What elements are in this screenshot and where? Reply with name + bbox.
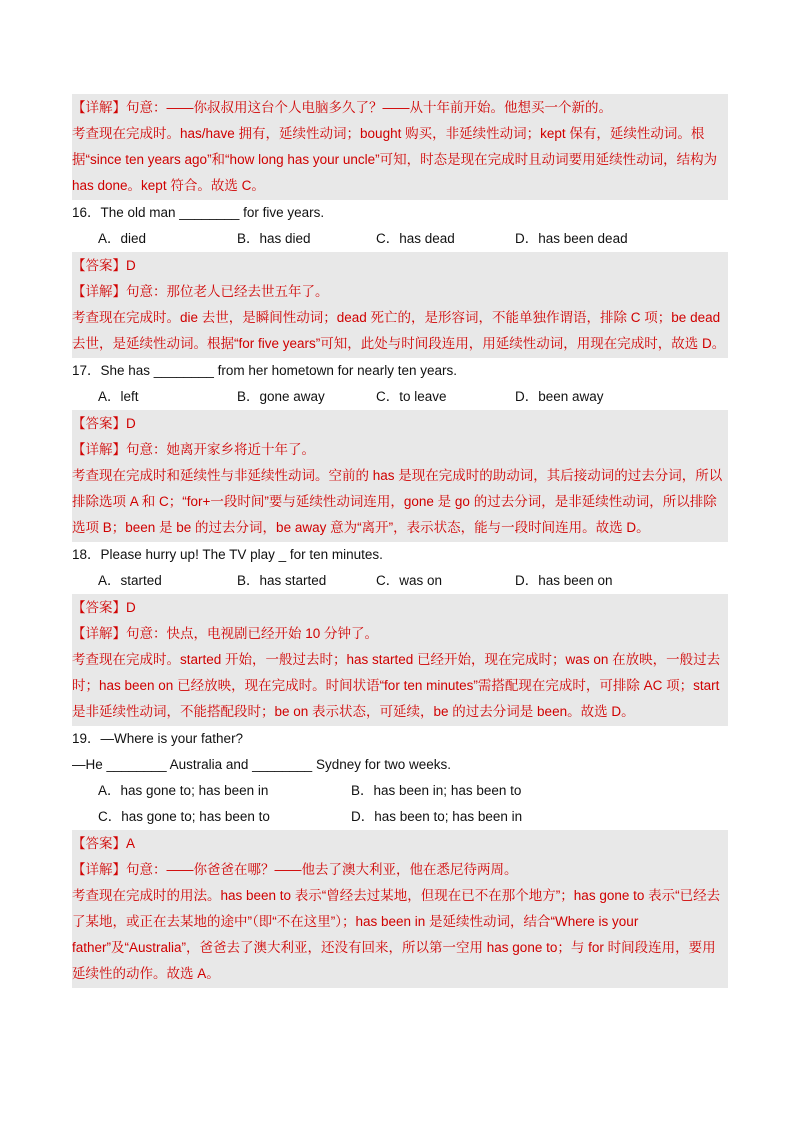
question-17-stem: 17．She has ________ from her hometown for nearly ten years. bbox=[72, 363, 457, 378]
answer-block-15 bbox=[72, 94, 728, 200]
answer-text: 【答案】D bbox=[72, 600, 136, 615]
option-b: B．has died bbox=[237, 231, 311, 246]
question-17-options bbox=[72, 384, 728, 410]
question-19-options-row2 bbox=[72, 804, 728, 830]
question-18-stem: 18．Please hurry up! The TV play _ for ten minutes. bbox=[72, 547, 383, 562]
analysis-text: 考查现在完成时。die 去世，是瞬间性动词；dead 死亡的，是形容词，不能单独作谓语，排除 C 项；be dead 去世，是延续性动词。根据“for five years”可知，此处与时间段连用，用延续性动词，用现在完成时，故选 D。 bbox=[72, 310, 726, 351]
answer-block-16 bbox=[72, 252, 728, 358]
question-16-stem: 16．The old man ________ for five years. bbox=[72, 205, 325, 220]
option-b: B．has started bbox=[237, 573, 327, 588]
detail-text: 【详解】句意：快点，电视剧已经开始 10 分钟了。 bbox=[72, 626, 379, 641]
analysis-text: 考查现在完成时的用法。has been to 表示“曾经去过某地，但现在已不在那个地方”；has gone to 表示“已经去了某地，或正在去某地的途中”（即“不在这里”）；has been in 是延续性动词，结合“Where is your father”及“Australia”，爸爸去了澳大利亚，还没有回来，所以第一空用 has gone to；与 for 时间段连用，要用延续性的动作。故选 A。 bbox=[72, 888, 721, 981]
answer-block-17 bbox=[72, 410, 728, 542]
option-c: C．has dead bbox=[376, 231, 455, 246]
option-a: A．has gone to; has been in bbox=[98, 783, 269, 798]
answer-text: 【答案】D bbox=[72, 416, 136, 431]
option-b: B．has been in; has been to bbox=[351, 783, 522, 798]
question-19-stem-line2: —He ________ Australia and ________ Sydney for two weeks. bbox=[72, 757, 452, 772]
answer-block-18 bbox=[72, 594, 728, 726]
question-18-options bbox=[72, 568, 728, 594]
document-content bbox=[72, 94, 728, 988]
option-c: C．was on bbox=[376, 573, 443, 588]
option-c: C．has gone to; has been to bbox=[98, 809, 270, 824]
question-19-options-row1 bbox=[72, 778, 728, 804]
question-19-stem: 19．—Where is your father? bbox=[72, 731, 244, 746]
detail-text: 【详解】句意：——你爸爸在哪？——他去了澳大利亚，他在悉尼待两周。 bbox=[72, 862, 518, 877]
option-d: D．has been dead bbox=[515, 231, 628, 246]
analysis-text: 考查现在完成时。started 开始，一般过去时；has started 已经开始，现在完成时；was on 在放映，一般过去时；has been on 已经放映，现在完成时。时间状语“for ten minutes”需搭配现在完成时，可排除 AC 项；start 是非延续性动词，不能搭配段时；be on 表示状态，可延续，be 的过去分词是 been。故选 D。 bbox=[72, 652, 721, 719]
detail-text: 【详解】句意：——你叔叔用这台个人电脑多久了？——从十年前开始。他想买一个新的。 bbox=[72, 100, 612, 115]
analysis-text: 考查现在完成时。has/have 拥有，延续性动词；bought 购买，非延续性动词；kept 保有，延续性动词。根据“since ten years ago”和“how long has your uncle”可知，时态是现在完成时且动词要用延续性动词，结构为 has done。kept 符合。故选 C。 bbox=[72, 126, 718, 193]
answer-text: 【答案】A bbox=[72, 836, 136, 851]
option-a: A．left bbox=[98, 389, 139, 404]
detail-text: 【详解】句意：那位老人已经去世五年了。 bbox=[72, 284, 329, 299]
analysis-text: 考查现在完成时和延续性与非延续性动词。空前的 has 是现在完成时的助动词，其后接动词的过去分词，所以排除选项 A 和 C；“for+一段时间”要与延续性动词连用，gone 是 go 的过去分词，是非延续性动词，所以排除选项 B；been 是 be 的过去分词，be away 意为“离开”，表示状态，能与一段时间连用。故选 D。 bbox=[72, 468, 723, 535]
detail-text: 【详解】句意：她离开家乡将近十年了。 bbox=[72, 442, 315, 457]
answer-block-19 bbox=[72, 830, 728, 988]
option-a: A．started bbox=[98, 573, 162, 588]
option-c: C．to leave bbox=[376, 389, 447, 404]
option-a: A．died bbox=[98, 231, 147, 246]
question-16-options bbox=[72, 226, 728, 252]
option-d: D．has been on bbox=[515, 573, 613, 588]
answer-text: 【答案】D bbox=[72, 258, 136, 273]
option-d: D．been away bbox=[515, 389, 604, 404]
option-d: D．has been to; has been in bbox=[351, 809, 523, 824]
option-b: B．gone away bbox=[237, 389, 325, 404]
